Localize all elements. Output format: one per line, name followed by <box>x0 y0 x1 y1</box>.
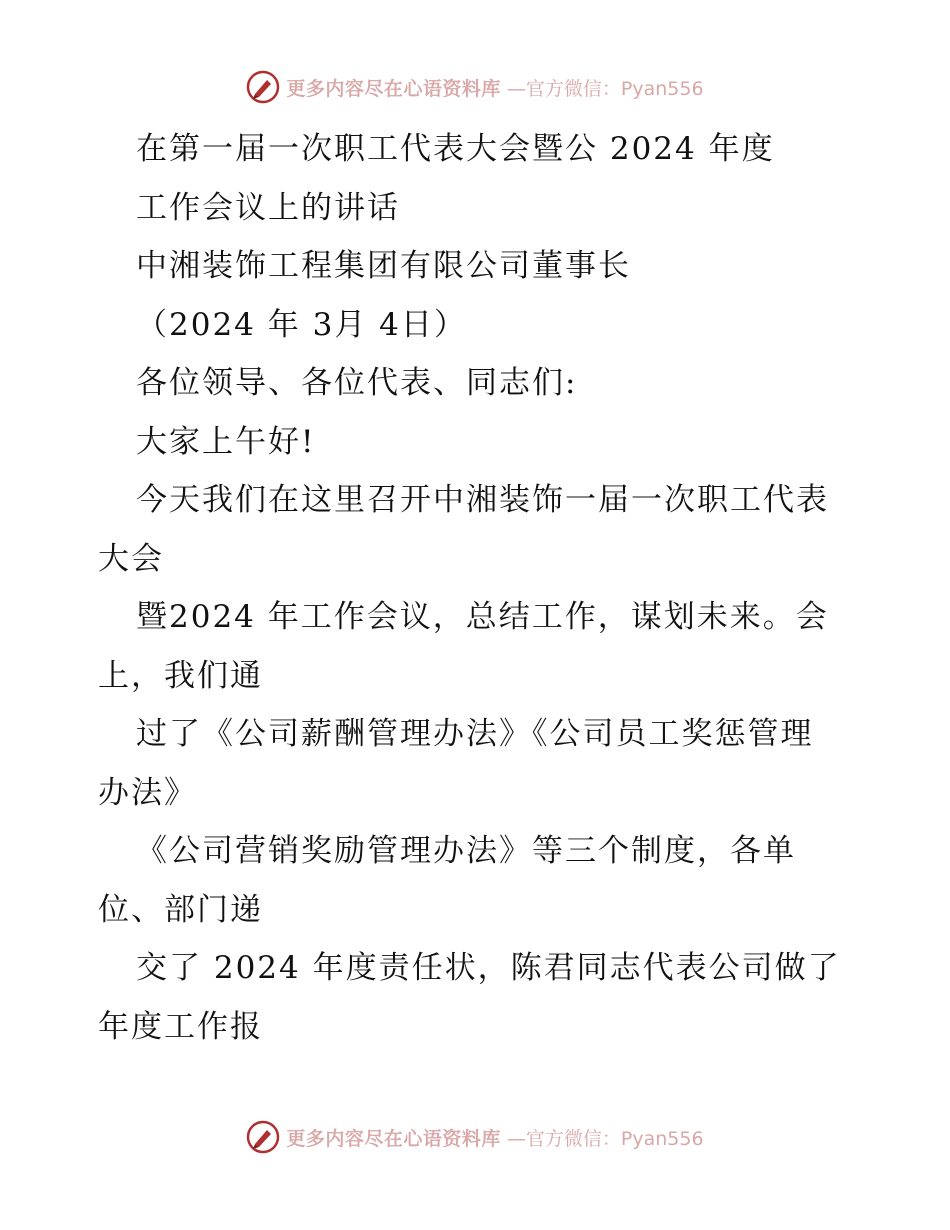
watermark-sub-text: —官方微信：Pyan556 <box>506 1127 704 1150</box>
doc-paragraph-line: 《公司营销奖励管理办法》等三个制度，各单 <box>136 833 796 869</box>
doc-paragraph-line: 位、部门递 <box>98 891 263 928</box>
watermark-main-text: 更多内容尽在心语资料库 <box>286 77 501 100</box>
pen-logo-icon <box>246 70 280 104</box>
doc-paragraph-line: 年度工作报 <box>98 1008 263 1045</box>
document-body <box>98 120 858 1056</box>
doc-author: 中湘装饰工程集团有限公司董事长 <box>136 248 631 284</box>
doc-title-line-1: 在第一届一次职工代表大会暨公 2024 年度 <box>136 131 775 167</box>
doc-paragraph-line: 过了《公司薪酬管理办法》《公司员工奖惩管理 <box>136 716 814 752</box>
doc-title-line-2: 工作会议上的讲话 <box>136 189 400 226</box>
doc-salutation: 各位领导、各位代表、同志们: <box>136 365 578 401</box>
doc-greeting: 大家上午好! <box>136 423 316 460</box>
doc-date: （2024 年 3月 4日） <box>136 306 467 343</box>
doc-paragraph-line: 今天我们在这里召开中湘装饰一届一次职工代表 <box>136 482 829 518</box>
watermark-main-text: 更多内容尽在心语资料库 <box>286 1127 501 1150</box>
doc-paragraph-line: 暨2024 年工作会议，总结工作，谋划未来。会 <box>136 599 829 635</box>
doc-paragraph-line: 办法》 <box>98 774 197 811</box>
watermark-header <box>0 70 950 104</box>
watermark-sub-text: —官方微信：Pyan556 <box>506 77 704 100</box>
pen-logo-icon <box>246 1120 280 1154</box>
doc-paragraph-line: 大会 <box>98 540 164 577</box>
watermark-footer <box>0 1120 950 1154</box>
doc-paragraph-line: 交了 2024 年度责任状，陈君同志代表公司做了 <box>136 950 841 986</box>
doc-paragraph-line: 上，我们通 <box>98 657 263 694</box>
